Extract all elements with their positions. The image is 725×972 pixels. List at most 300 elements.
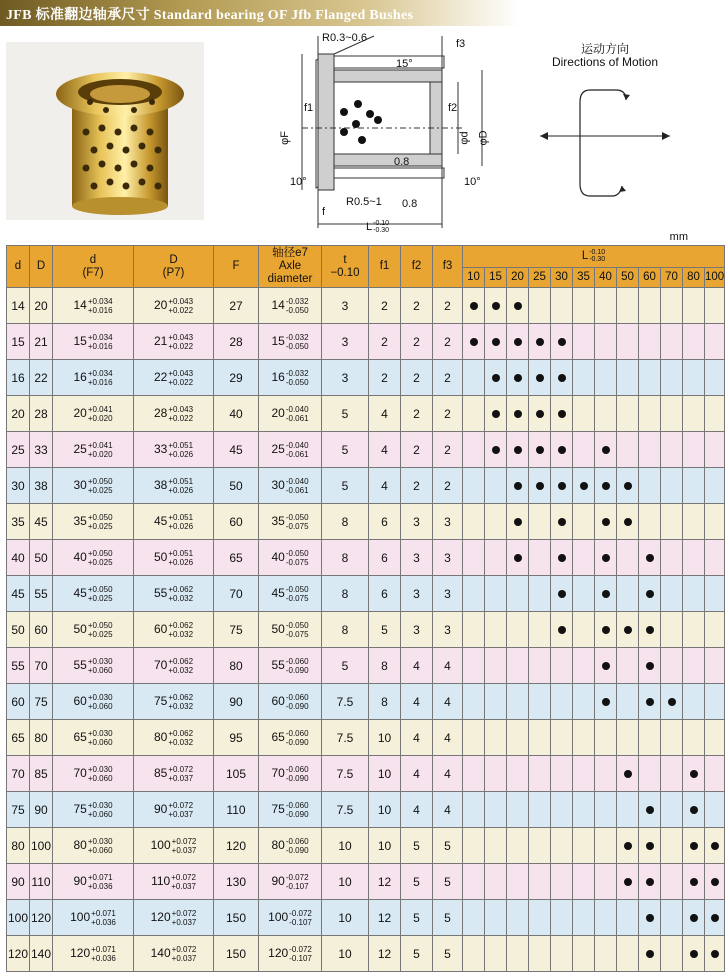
cell-length-60 <box>639 576 661 612</box>
cell-length-40 <box>595 900 617 936</box>
cell-length-70 <box>661 612 683 648</box>
available-dot-icon <box>602 626 610 634</box>
table-row <box>7 396 725 432</box>
cell-length-40 <box>595 612 617 648</box>
cell-length-70 <box>661 936 683 972</box>
cell-d-tolerance: 70+0.030 +0.060 <box>53 756 134 792</box>
cell-length-40 <box>595 756 617 792</box>
col-D-p7: D (P7) <box>134 246 214 288</box>
cell-length-30 <box>551 432 573 468</box>
cell-axle-diameter: 80-0.060 -0.090 <box>259 828 322 864</box>
cell-f1: 4 <box>369 468 401 504</box>
cell-length-10 <box>463 504 485 540</box>
cell-axle-diameter: 16-0.032 -0.050 <box>259 360 322 396</box>
table-row <box>7 324 725 360</box>
available-dot-icon <box>492 446 500 454</box>
cell-d-tolerance: 75+0.030 +0.060 <box>53 792 134 828</box>
available-dot-icon <box>558 374 566 382</box>
cell-axle-diameter: 120-0.072 -0.107 <box>259 936 322 972</box>
cell-length-80 <box>683 468 705 504</box>
cell-length-80 <box>683 792 705 828</box>
available-dot-icon <box>646 914 654 922</box>
f2-label: f2 <box>448 102 458 114</box>
cell-length-80 <box>683 828 705 864</box>
cell-length-100 <box>705 540 725 576</box>
cell-length-35 <box>573 720 595 756</box>
table-row <box>7 720 725 756</box>
available-dot-icon <box>690 914 698 922</box>
table-row <box>7 504 725 540</box>
cell-length-40 <box>595 468 617 504</box>
available-dot-icon <box>711 842 719 850</box>
cell-length-15 <box>485 900 507 936</box>
cell-length-100 <box>705 900 725 936</box>
cell-length-60 <box>639 648 661 684</box>
available-dot-icon <box>690 950 698 958</box>
available-dot-icon <box>646 806 654 814</box>
cell-f1: 10 <box>369 720 401 756</box>
available-dot-icon <box>558 410 566 418</box>
cell-length-100 <box>705 648 725 684</box>
cell-length-15 <box>485 756 507 792</box>
cell-f3: 3 <box>433 540 463 576</box>
available-dot-icon <box>514 374 522 382</box>
cell-D: 140 <box>30 936 53 972</box>
motion-title-cn: 运动方向 <box>580 42 629 56</box>
cell-d: 25 <box>7 432 30 468</box>
cell-F: 150 <box>214 900 259 936</box>
col-length-80: 80 <box>683 268 705 288</box>
cell-axle-diameter: 75-0.060 -0.090 <box>259 792 322 828</box>
cell-d-tolerance: 65+0.030 +0.060 <box>53 720 134 756</box>
cell-length-50 <box>617 540 639 576</box>
cell-F: 110 <box>214 792 259 828</box>
available-dot-icon <box>536 374 544 382</box>
cell-length-60 <box>639 504 661 540</box>
cell-axle-diameter: 50-0.050 -0.075 <box>259 612 322 648</box>
available-dot-icon <box>624 770 632 778</box>
cell-length-35 <box>573 936 595 972</box>
cell-length-70 <box>661 360 683 396</box>
cell-D: 100 <box>30 828 53 864</box>
cell-F: 45 <box>214 432 259 468</box>
available-dot-icon <box>536 482 544 490</box>
cell-length-80 <box>683 360 705 396</box>
cell-length-100 <box>705 432 725 468</box>
cell-length-35 <box>573 396 595 432</box>
cell-length-10 <box>463 720 485 756</box>
bearing-spec-table <box>6 245 725 972</box>
cell-length-50 <box>617 828 639 864</box>
cell-axle-diameter: 20-0.040 -0.061 <box>259 396 322 432</box>
cell-f2: 3 <box>401 576 433 612</box>
cell-length-25 <box>529 468 551 504</box>
cell-length-70 <box>661 720 683 756</box>
cell-length-20 <box>507 288 529 324</box>
available-dot-icon <box>492 302 500 310</box>
col-length-50: 50 <box>617 268 639 288</box>
roughness-2-label: 0.8 <box>402 198 418 210</box>
cell-f3: 5 <box>433 900 463 936</box>
title-bar <box>0 0 520 26</box>
cell-F: 60 <box>214 504 259 540</box>
cell-length-10 <box>463 396 485 432</box>
cell-length-40 <box>595 324 617 360</box>
cell-length-15 <box>485 540 507 576</box>
cell-d: 20 <box>7 396 30 432</box>
cell-length-80 <box>683 864 705 900</box>
cell-length-50 <box>617 468 639 504</box>
cell-f2: 4 <box>401 720 433 756</box>
cell-length-20 <box>507 720 529 756</box>
cell-d: 30 <box>7 468 30 504</box>
cell-length-70 <box>661 900 683 936</box>
cell-length-80 <box>683 576 705 612</box>
cell-F: 80 <box>214 648 259 684</box>
cell-length-50 <box>617 648 639 684</box>
cell-length-25 <box>529 576 551 612</box>
cell-f2: 5 <box>401 900 433 936</box>
cell-D: 90 <box>30 792 53 828</box>
table-row <box>7 288 725 324</box>
cell-F: 50 <box>214 468 259 504</box>
available-dot-icon <box>602 446 610 454</box>
cell-d-tolerance: 100+0.071 +0.036 <box>53 900 134 936</box>
table-row <box>7 864 725 900</box>
cell-length-15 <box>485 468 507 504</box>
cell-length-10 <box>463 828 485 864</box>
cell-axle-diameter: 65-0.060 -0.090 <box>259 720 322 756</box>
col-length-100: 100 <box>705 268 725 288</box>
cell-length-20 <box>507 396 529 432</box>
cell-length-15 <box>485 648 507 684</box>
f3-label: f3 <box>456 38 466 50</box>
cell-length-70 <box>661 756 683 792</box>
cell-length-100 <box>705 864 725 900</box>
cell-length-50 <box>617 900 639 936</box>
cell-D: 110 <box>30 864 53 900</box>
cell-D-tolerance: 50+0.051 +0.026 <box>134 540 214 576</box>
cell-t: 8 <box>322 576 369 612</box>
cell-f3: 2 <box>433 324 463 360</box>
available-dot-icon <box>558 482 566 490</box>
available-dot-icon <box>646 662 654 670</box>
cell-f1: 12 <box>369 936 401 972</box>
cell-length-100 <box>705 288 725 324</box>
cell-f1: 12 <box>369 900 401 936</box>
cell-length-35 <box>573 612 595 648</box>
cell-d-tolerance: 90+0.071 +0.036 <box>53 864 134 900</box>
available-dot-icon <box>624 518 632 526</box>
cell-length-70 <box>661 468 683 504</box>
col-length-70: 70 <box>661 268 683 288</box>
length-label: L-0.10 -0.30 <box>366 220 390 234</box>
cell-t: 3 <box>322 324 369 360</box>
cell-length-15 <box>485 720 507 756</box>
cell-D-tolerance: 55+0.062 +0.032 <box>134 576 214 612</box>
cell-D-tolerance: 80+0.062 +0.032 <box>134 720 214 756</box>
cell-length-100 <box>705 792 725 828</box>
cell-d: 90 <box>7 864 30 900</box>
available-dot-icon <box>602 554 610 562</box>
phi-F-label: φF <box>278 131 291 145</box>
cell-D: 22 <box>30 360 53 396</box>
cell-D-tolerance: 38+0.051 +0.026 <box>134 468 214 504</box>
col-d-f7: d (F7) <box>53 246 134 288</box>
cell-length-20 <box>507 792 529 828</box>
col-length-30: 30 <box>551 268 573 288</box>
cell-length-10 <box>463 612 485 648</box>
cell-length-15 <box>485 864 507 900</box>
radius-bottom-label: R0.5~1 <box>346 196 382 208</box>
col-f2: f2 <box>401 246 433 288</box>
cell-t: 3 <box>322 288 369 324</box>
cell-t: 8 <box>322 540 369 576</box>
cell-length-80 <box>683 612 705 648</box>
cell-axle-diameter: 35-0.050 -0.075 <box>259 504 322 540</box>
cell-length-35 <box>573 792 595 828</box>
cell-length-100 <box>705 612 725 648</box>
table-row <box>7 576 725 612</box>
cell-length-100 <box>705 324 725 360</box>
cell-length-20 <box>507 864 529 900</box>
available-dot-icon <box>602 518 610 526</box>
cell-length-25 <box>529 360 551 396</box>
cell-length-50 <box>617 360 639 396</box>
cell-f1: 2 <box>369 360 401 396</box>
available-dot-icon <box>646 842 654 850</box>
cell-length-25 <box>529 540 551 576</box>
cell-D-tolerance: 85+0.072 +0.037 <box>134 756 214 792</box>
available-dot-icon <box>558 626 566 634</box>
cell-length-15 <box>485 396 507 432</box>
cell-d-tolerance: 55+0.030 +0.060 <box>53 648 134 684</box>
roughness-1-label: 0.8 <box>394 156 410 168</box>
unit-label: mm <box>669 231 688 243</box>
cell-length-40 <box>595 792 617 828</box>
cell-length-15 <box>485 792 507 828</box>
cell-length-10 <box>463 864 485 900</box>
cell-length-70 <box>661 648 683 684</box>
available-dot-icon <box>602 590 610 598</box>
cell-D-tolerance: 90+0.072 +0.037 <box>134 792 214 828</box>
cell-length-60 <box>639 900 661 936</box>
cell-d: 40 <box>7 540 30 576</box>
cell-F: 27 <box>214 288 259 324</box>
available-dot-icon <box>711 878 719 886</box>
cell-length-70 <box>661 828 683 864</box>
cell-D: 70 <box>30 648 53 684</box>
available-dot-icon <box>536 410 544 418</box>
cell-length-80 <box>683 936 705 972</box>
cell-f1: 8 <box>369 648 401 684</box>
cell-D: 60 <box>30 612 53 648</box>
cell-F: 130 <box>214 864 259 900</box>
available-dot-icon <box>470 338 478 346</box>
cell-t: 10 <box>322 828 369 864</box>
cell-d-tolerance: 30+0.050 +0.025 <box>53 468 134 504</box>
cell-length-70 <box>661 684 683 720</box>
cell-length-20 <box>507 936 529 972</box>
cell-length-40 <box>595 504 617 540</box>
cell-length-20 <box>507 468 529 504</box>
cell-axle-diameter: 40-0.050 -0.075 <box>259 540 322 576</box>
cell-D-tolerance: 120+0.072 +0.037 <box>134 900 214 936</box>
available-dot-icon <box>624 626 632 634</box>
col-L-group: L-0.10 -0.30 <box>463 246 725 268</box>
cell-length-35 <box>573 756 595 792</box>
cell-length-20 <box>507 756 529 792</box>
cell-t: 7.5 <box>322 720 369 756</box>
cell-length-20 <box>507 576 529 612</box>
cell-length-70 <box>661 864 683 900</box>
col-t: t −0.10 <box>322 246 369 288</box>
cell-D-tolerance: 70+0.062 +0.032 <box>134 648 214 684</box>
cell-length-60 <box>639 936 661 972</box>
table-body <box>7 288 725 972</box>
col-length-25: 25 <box>529 268 551 288</box>
col-axle: 轴径e7 Axle diameter <box>259 246 322 288</box>
cell-length-30 <box>551 684 573 720</box>
cell-f2: 3 <box>401 504 433 540</box>
available-dot-icon <box>668 698 676 706</box>
cell-length-100 <box>705 756 725 792</box>
cell-length-70 <box>661 396 683 432</box>
available-dot-icon <box>580 482 588 490</box>
cell-length-60 <box>639 720 661 756</box>
cell-length-30 <box>551 756 573 792</box>
cell-t: 3 <box>322 360 369 396</box>
table-row <box>7 756 725 792</box>
cell-length-40 <box>595 648 617 684</box>
cell-length-30 <box>551 720 573 756</box>
cell-length-30 <box>551 936 573 972</box>
cell-d-tolerance: 120+0.071 +0.036 <box>53 936 134 972</box>
phi-D-label: φD <box>477 130 490 146</box>
cell-d-tolerance: 35+0.050 +0.025 <box>53 504 134 540</box>
cell-length-40 <box>595 396 617 432</box>
directions-of-motion <box>520 36 690 216</box>
cell-length-40 <box>595 936 617 972</box>
cell-length-10 <box>463 540 485 576</box>
available-dot-icon <box>624 878 632 886</box>
col-length-20: 20 <box>507 268 529 288</box>
cell-f1: 8 <box>369 684 401 720</box>
cell-F: 28 <box>214 324 259 360</box>
cell-length-15 <box>485 360 507 396</box>
cell-D: 120 <box>30 900 53 936</box>
cell-length-25 <box>529 828 551 864</box>
available-dot-icon <box>690 878 698 886</box>
available-dot-icon <box>646 950 654 958</box>
cell-D-tolerance: 21+0.043 +0.022 <box>134 324 214 360</box>
cell-length-100 <box>705 504 725 540</box>
cell-length-25 <box>529 432 551 468</box>
cell-length-40 <box>595 720 617 756</box>
cell-length-50 <box>617 324 639 360</box>
cell-length-80 <box>683 396 705 432</box>
f1-label: f1 <box>304 102 314 114</box>
available-dot-icon <box>646 626 654 634</box>
available-dot-icon <box>558 518 566 526</box>
cell-f2: 2 <box>401 360 433 396</box>
cell-d-tolerance: 20+0.041 +0.020 <box>53 396 134 432</box>
available-dot-icon <box>624 842 632 850</box>
cell-length-25 <box>529 900 551 936</box>
cell-t: 5 <box>322 432 369 468</box>
cell-f3: 5 <box>433 828 463 864</box>
cell-t: 7.5 <box>322 792 369 828</box>
cell-f3: 4 <box>433 684 463 720</box>
available-dot-icon <box>514 518 522 526</box>
cell-length-35 <box>573 684 595 720</box>
cell-length-35 <box>573 864 595 900</box>
available-dot-icon <box>514 482 522 490</box>
cell-length-20 <box>507 432 529 468</box>
cell-d: 45 <box>7 576 30 612</box>
cell-length-60 <box>639 324 661 360</box>
cell-length-25 <box>529 756 551 792</box>
cell-length-80 <box>683 324 705 360</box>
cell-length-80 <box>683 900 705 936</box>
cell-axle-diameter: 60-0.060 -0.090 <box>259 684 322 720</box>
cell-f3: 4 <box>433 792 463 828</box>
cell-length-70 <box>661 288 683 324</box>
cell-length-30 <box>551 540 573 576</box>
cell-length-25 <box>529 648 551 684</box>
cell-f1: 6 <box>369 540 401 576</box>
cell-f2: 4 <box>401 684 433 720</box>
cell-length-25 <box>529 720 551 756</box>
cell-length-100 <box>705 936 725 972</box>
cell-f1: 6 <box>369 576 401 612</box>
cell-D-tolerance: 60+0.062 +0.032 <box>134 612 214 648</box>
cell-length-40 <box>595 540 617 576</box>
cell-D: 38 <box>30 468 53 504</box>
available-dot-icon <box>711 914 719 922</box>
cell-length-35 <box>573 324 595 360</box>
cell-length-15 <box>485 288 507 324</box>
cell-length-15 <box>485 324 507 360</box>
cell-length-10 <box>463 360 485 396</box>
table-row <box>7 432 725 468</box>
cross-section-diagram <box>262 28 502 238</box>
cell-length-80 <box>683 432 705 468</box>
available-dot-icon <box>492 338 500 346</box>
cell-length-50 <box>617 684 639 720</box>
cell-length-15 <box>485 504 507 540</box>
cell-length-60 <box>639 828 661 864</box>
cell-length-10 <box>463 900 485 936</box>
cell-length-35 <box>573 432 595 468</box>
cell-length-50 <box>617 576 639 612</box>
cell-length-80 <box>683 648 705 684</box>
available-dot-icon <box>514 410 522 418</box>
cell-f2: 3 <box>401 612 433 648</box>
cell-D-tolerance: 28+0.043 +0.022 <box>134 396 214 432</box>
cell-length-30 <box>551 288 573 324</box>
table-row <box>7 792 725 828</box>
available-dot-icon <box>646 554 654 562</box>
cell-D: 50 <box>30 540 53 576</box>
cell-length-35 <box>573 900 595 936</box>
cell-length-100 <box>705 720 725 756</box>
cell-length-50 <box>617 612 639 648</box>
col-length-10: 10 <box>463 268 485 288</box>
cell-length-80 <box>683 720 705 756</box>
angle-right-label: 10° <box>464 176 481 188</box>
bushing-photo <box>6 42 204 220</box>
